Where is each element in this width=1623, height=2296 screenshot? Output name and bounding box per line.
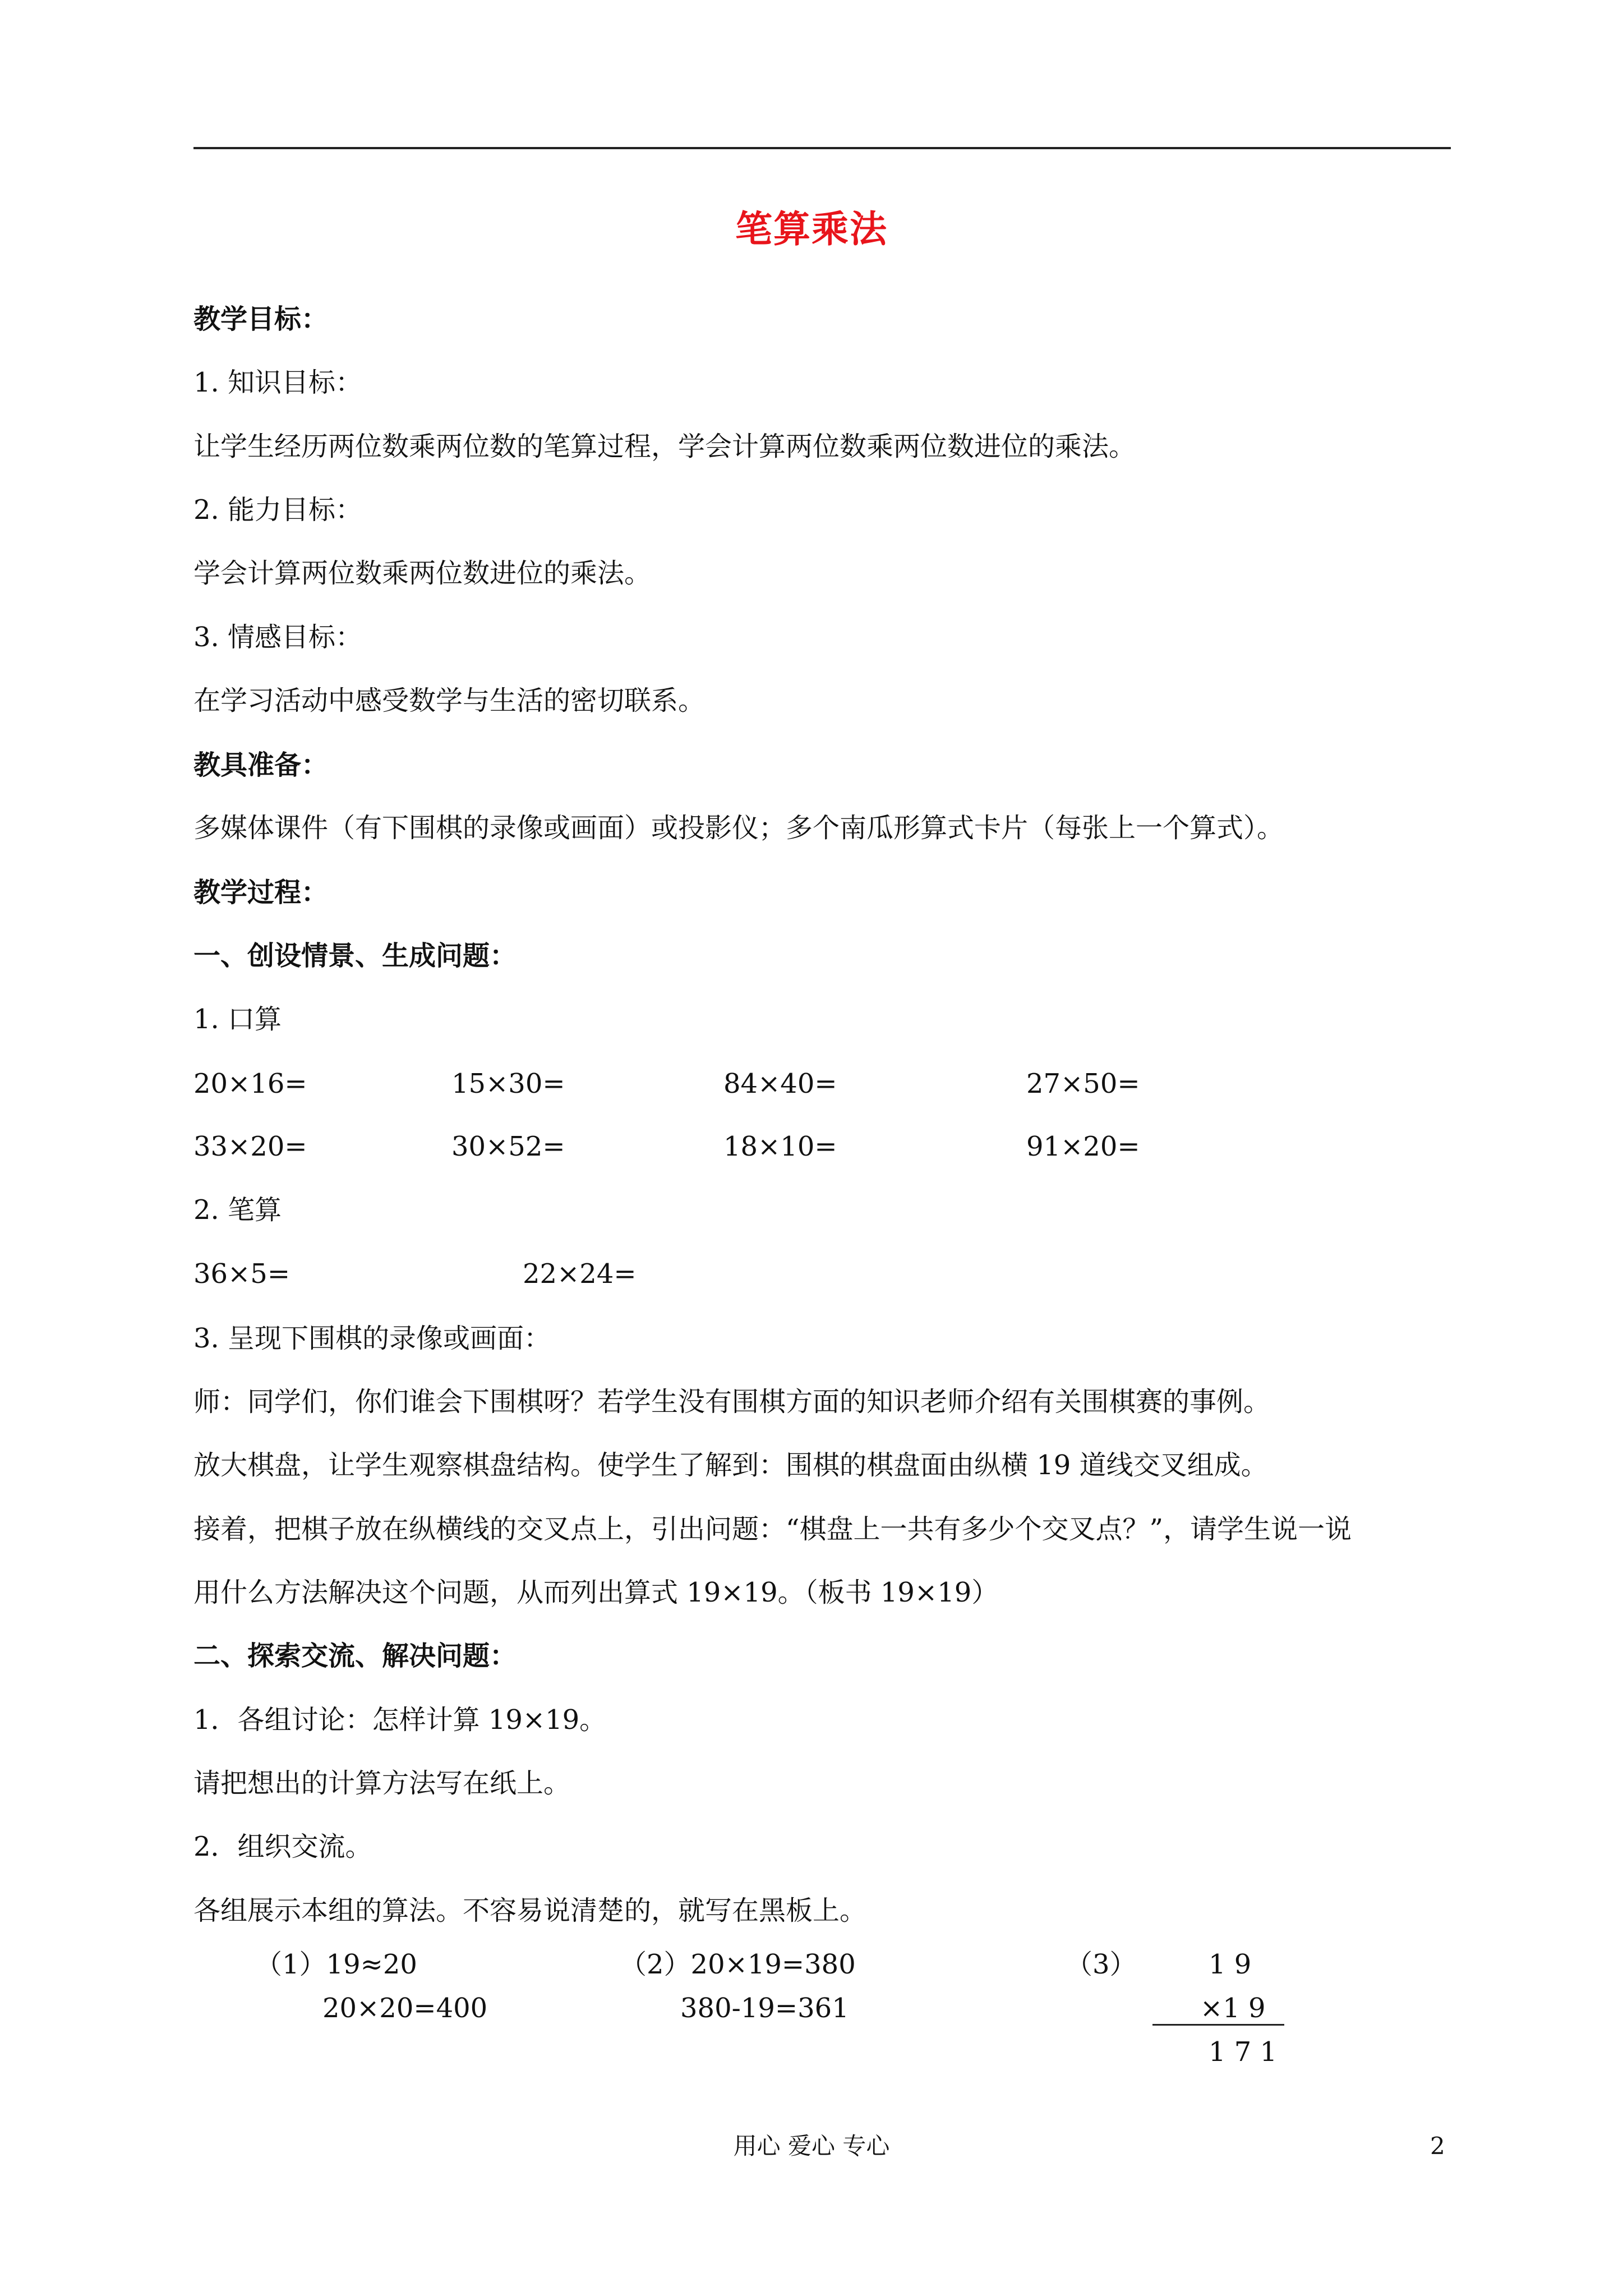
method-1-line-2: 20×20=400 <box>322 1993 488 2024</box>
prep-text: 多媒体课件（有下围棋的录像或画面）或投影仪；多个南瓜形算式卡片（每张上一个算式）。 <box>193 812 1284 844</box>
item-3: 3. 呈现下围棋的录像或画面： <box>193 1323 551 1354</box>
objective-2-text: 学会计算两位数乘两位数进位的乘法。 <box>193 558 652 589</box>
oral-item: 33×20= <box>193 1131 307 1162</box>
oral-item: 91×20= <box>1026 1131 1140 1162</box>
paragraph: 用什么方法解决这个问题，从而列出算式 19×19。（板书 19×19） <box>193 1577 999 1608</box>
oral-label: 1. 口算 <box>193 1004 282 1035</box>
method-2-line-2: 380-19=361 <box>680 1993 849 2024</box>
header-rule <box>193 147 1451 149</box>
paragraph: 师：同学们，你们谁会下围棋呀？若学生没有围棋方面的知识老师介绍有关围棋赛的事例。 <box>193 1386 1271 1418</box>
objective-3-label: 3. 情感目标： <box>193 622 363 653</box>
section-2-item-1-text: 请把想出的计算方法写在纸上。 <box>193 1768 571 1799</box>
method-3-label: （3） <box>1066 1949 1137 1980</box>
vertical-multiplication-rule <box>1152 2024 1284 2026</box>
section-2-item-2: 2．组织交流。 <box>193 1831 372 1862</box>
oral-item: 30×52= <box>451 1131 565 1162</box>
written-item: 36×5= <box>193 1258 291 1290</box>
method-2-line-1: （2）20×19=380 <box>620 1949 856 1980</box>
objectives-heading: 教学目标： <box>193 303 329 335</box>
section-2-heading: 二、探索交流、解决问题： <box>193 1640 517 1672</box>
section-2-item-1: 1．各组讨论：怎样计算 19×19。 <box>193 1704 607 1736</box>
paragraph: 接着，把棋子放在纵横线的交叉点上，引出问题：“棋盘上一共有多少个交叉点？”，请学生说一说 <box>193 1513 1352 1545</box>
oral-item: 27×50= <box>1026 1068 1140 1099</box>
vertical-multiplication-line-3: 1 7 1 <box>1209 2036 1278 2068</box>
oral-item: 15×30= <box>451 1068 565 1099</box>
objective-3-text: 在学习活动中感受数学与生活的密切联系。 <box>193 685 706 716</box>
page-number: 2 <box>1430 2132 1445 2160</box>
section-1-heading: 一、创设情景、生成问题： <box>193 940 517 972</box>
objective-1-label: 1. 知识目标： <box>193 367 363 398</box>
method-1-line-1: （1）19≈20 <box>255 1949 417 1980</box>
paragraph: 放大棋盘，让学生观察棋盘结构。使学生了解到：围棋的棋盘面由纵横 19 道线交叉组成。 <box>193 1450 1268 1481</box>
page-footer: 用心 爱心 专心 <box>733 2132 890 2160</box>
written-item: 22×24= <box>523 1258 637 1290</box>
process-heading: 教学过程： <box>193 877 329 908</box>
vertical-multiplication-line-1: 1 9 <box>1209 1949 1252 1980</box>
objective-1-text: 让学生经历两位数乘两位数的笔算过程，学会计算两位数乘两位数进位的乘法。 <box>193 431 1136 462</box>
oral-item: 18×10= <box>723 1131 837 1162</box>
section-2-item-2-text: 各组展示本组的算法。不容易说清楚的，就写在黑板上。 <box>193 1895 867 1926</box>
oral-item: 20×16= <box>193 1068 307 1099</box>
oral-item: 84×40= <box>723 1068 837 1099</box>
objective-2-label: 2. 能力目标： <box>193 494 363 526</box>
prep-heading: 教具准备： <box>193 749 329 781</box>
page-title: 笔算乘法 <box>735 207 888 251</box>
written-label: 2. 笔算 <box>193 1194 282 1226</box>
vertical-multiplication-line-2: ×1 9 <box>1200 1993 1266 2024</box>
